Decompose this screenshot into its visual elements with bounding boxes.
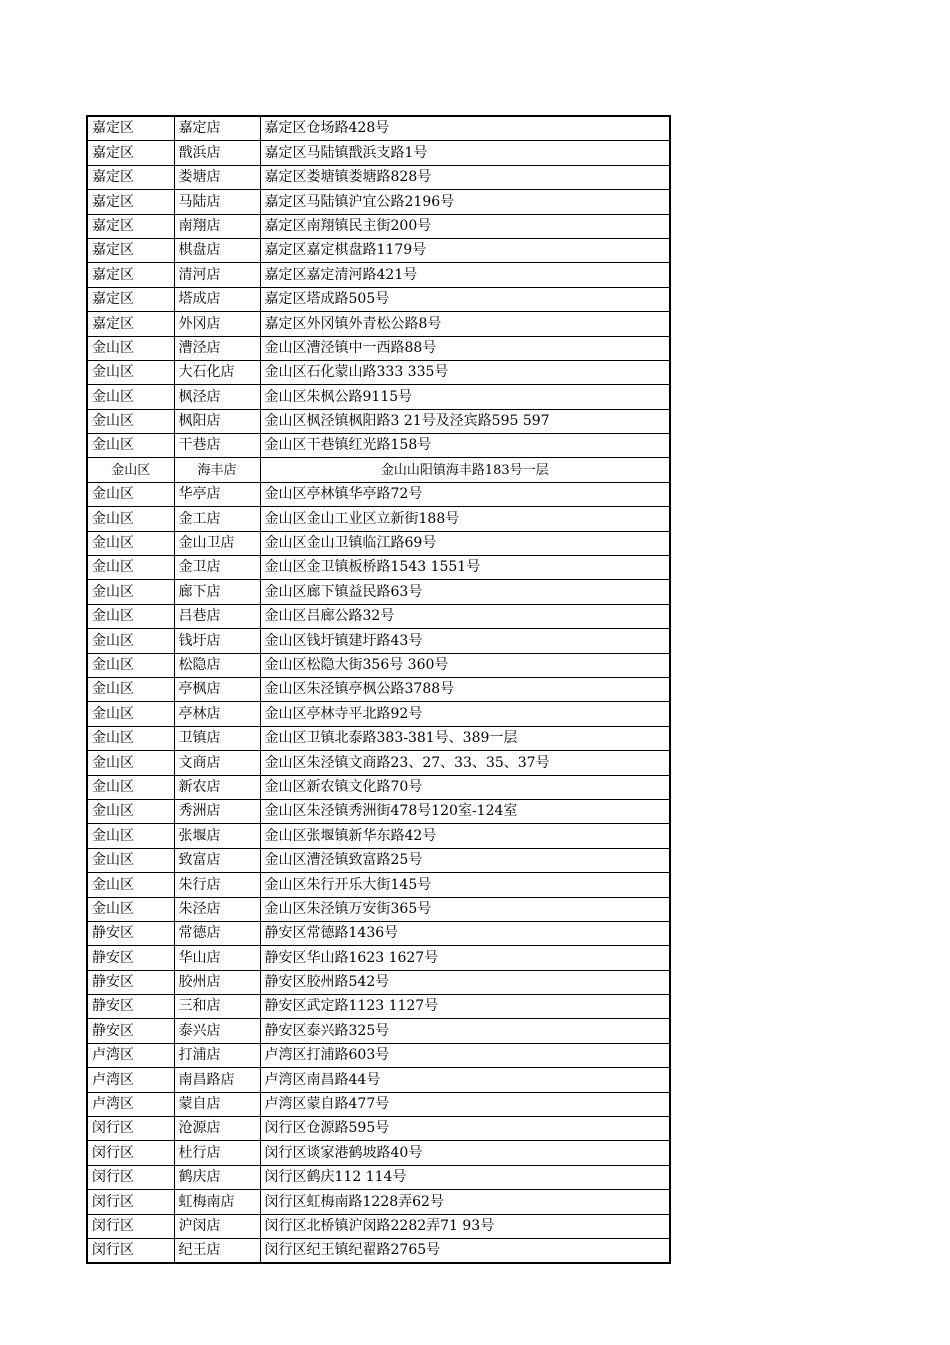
table-row xyxy=(88,1117,669,1141)
table-row xyxy=(88,1190,669,1214)
store-cell: 鹤庆店 xyxy=(174,1165,260,1189)
store-table xyxy=(86,115,671,1264)
store-cell: 枫泾店 xyxy=(174,385,260,409)
address-cell: 静安区泰兴路325号 xyxy=(260,1019,669,1043)
store-cell: 杜行店 xyxy=(174,1141,260,1165)
store-cell: 新农店 xyxy=(174,775,260,799)
district-cell: 卢湾区 xyxy=(88,1092,174,1116)
address-cell: 金山区金山工业区立新街188号 xyxy=(260,507,669,531)
district-cell: 金山区 xyxy=(88,336,174,360)
address-cell: 闵行区仓源路595号 xyxy=(260,1117,669,1141)
table-row xyxy=(88,1019,669,1043)
district-cell: 嘉定区 xyxy=(88,190,174,214)
address-cell: 金山区金山卫镇临江路69号 xyxy=(260,531,669,555)
table-row xyxy=(88,921,669,945)
store-cell: 三和店 xyxy=(174,995,260,1019)
table-row xyxy=(88,263,669,287)
address-cell: 嘉定区马陆镇戬浜支路1号 xyxy=(260,141,669,165)
district-cell: 金山区 xyxy=(88,434,174,458)
table-row xyxy=(88,775,669,799)
district-cell: 金山区 xyxy=(88,824,174,848)
table-row xyxy=(88,287,669,311)
table-row xyxy=(88,117,669,141)
address-cell: 金山区钱圩镇建圩路43号 xyxy=(260,629,669,653)
table-row xyxy=(88,385,669,409)
table-row xyxy=(88,312,669,336)
store-cell: 钱圩店 xyxy=(174,629,260,653)
address-cell: 卢湾区蒙自路477号 xyxy=(260,1092,669,1116)
store-cell: 金工店 xyxy=(174,507,260,531)
district-cell: 嘉定区 xyxy=(88,263,174,287)
table-row xyxy=(88,677,669,701)
table-row xyxy=(88,482,669,506)
store-cell: 大石化店 xyxy=(174,360,260,384)
district-cell: 金山区 xyxy=(88,458,174,482)
store-cell: 干巷店 xyxy=(174,434,260,458)
store-cell: 打浦店 xyxy=(174,1043,260,1067)
district-cell: 静安区 xyxy=(88,970,174,994)
table-row xyxy=(88,458,669,482)
address-cell: 金山区新农镇文化路70号 xyxy=(260,775,669,799)
table-row xyxy=(88,604,669,628)
district-cell: 嘉定区 xyxy=(88,141,174,165)
store-cell: 泰兴店 xyxy=(174,1019,260,1043)
district-cell: 闵行区 xyxy=(88,1190,174,1214)
district-cell: 嘉定区 xyxy=(88,117,174,141)
address-cell: 金山区朱泾镇秀洲街478号120室-124室 xyxy=(260,799,669,823)
address-cell: 静安区胶州路542号 xyxy=(260,970,669,994)
table-row xyxy=(88,1043,669,1067)
store-cell: 张堰店 xyxy=(174,824,260,848)
store-cell: 华山店 xyxy=(174,946,260,970)
table-row xyxy=(88,580,669,604)
table-row xyxy=(88,214,669,238)
district-cell: 闵行区 xyxy=(88,1165,174,1189)
store-cell: 胶州店 xyxy=(174,970,260,994)
table-row xyxy=(88,1214,669,1238)
district-cell: 嘉定区 xyxy=(88,312,174,336)
address-cell: 嘉定区马陆镇沪宜公路2196号 xyxy=(260,190,669,214)
address-cell: 闵行区纪王镇纪翟路2765号 xyxy=(264,1242,441,1259)
store-cell: 秀洲店 xyxy=(174,799,260,823)
table-row xyxy=(88,897,669,921)
district-cell: 金山区 xyxy=(88,702,174,726)
address-cell: 静安区常德路1436号 xyxy=(260,921,669,945)
address-cell: 金山区亭林寺平北路92号 xyxy=(260,702,669,726)
address-cell: 金山区朱枫公路9115号 xyxy=(260,385,669,409)
address-cell: 金山区漕泾镇中一西路88号 xyxy=(260,336,669,360)
table-row xyxy=(88,1165,669,1189)
store-cell: 南翔店 xyxy=(174,214,260,238)
address-cell: 金山区松隐大街356号 360号 xyxy=(260,653,669,677)
address-cell: 金山山阳镇海丰路183号一层 xyxy=(260,458,669,482)
district-cell: 静安区 xyxy=(88,995,174,1019)
district-cell: 金山区 xyxy=(88,653,174,677)
table-row xyxy=(88,653,669,677)
table-row xyxy=(88,238,669,262)
table-row xyxy=(88,1141,669,1165)
address-cell: 卢湾区打浦路603号 xyxy=(260,1043,669,1067)
store-cell: 棋盘店 xyxy=(174,238,260,262)
district-cell: 金山区 xyxy=(88,556,174,580)
address-cell: 金山区金卫镇板桥路1543 1551号 xyxy=(260,556,669,580)
district-cell: 闵行区 xyxy=(88,1214,174,1238)
table-row xyxy=(88,556,669,580)
table-row xyxy=(88,507,669,531)
address-cell: 金山区吕廊公路32号 xyxy=(260,604,669,628)
district-cell: 金山区 xyxy=(88,531,174,555)
address-cell: 金山区亭林镇华亭路72号 xyxy=(260,482,669,506)
district-cell: 金山区 xyxy=(88,629,174,653)
table-row xyxy=(88,873,669,897)
table-row xyxy=(88,1238,669,1262)
district-cell: 卢湾区 xyxy=(88,1043,174,1067)
district-cell: 金山区 xyxy=(88,897,174,921)
district-cell: 嘉定区 xyxy=(88,287,174,311)
address-cell: 嘉定区外冈镇外青松公路8号 xyxy=(260,312,669,336)
district-cell: 金山区 xyxy=(88,873,174,897)
district-cell: 金山区 xyxy=(88,580,174,604)
store-cell: 文商店 xyxy=(174,751,260,775)
address-cell: 闵行区虹梅南路1228弄62号 xyxy=(260,1190,669,1214)
district-cell: 金山区 xyxy=(88,409,174,433)
table-body xyxy=(88,117,669,1262)
table-row xyxy=(88,165,669,189)
district-cell: 金山区 xyxy=(88,360,174,384)
store-cell: 金卫店 xyxy=(174,556,260,580)
address-cell: 卢湾区南昌路44号 xyxy=(260,1068,669,1092)
store-cell: 外冈店 xyxy=(174,312,260,336)
table-row xyxy=(88,190,669,214)
district-cell: 嘉定区 xyxy=(88,238,174,262)
address-cell: 嘉定区塔成路505号 xyxy=(260,287,669,311)
table-row xyxy=(88,970,669,994)
district-cell: 金山区 xyxy=(88,385,174,409)
table-row xyxy=(88,336,669,360)
district-cell: 闵行区 xyxy=(88,1238,174,1262)
address-cell: 嘉定区仓场路428号 xyxy=(260,117,669,141)
store-cell: 蒙自店 xyxy=(174,1092,260,1116)
address-cell: 嘉定区嘉定清河路421号 xyxy=(260,263,669,287)
address-cell: 金山区张堰镇新华东路42号 xyxy=(260,824,669,848)
store-cell: 廊下店 xyxy=(174,580,260,604)
store-cell: 常德店 xyxy=(174,921,260,945)
store-cell: 纪王店 xyxy=(174,1238,260,1262)
address-cell: 静安区华山路1623 1627号 xyxy=(260,946,669,970)
store-cell: 海丰店 xyxy=(174,458,260,482)
store-cell: 朱行店 xyxy=(174,873,260,897)
table-row xyxy=(88,995,669,1019)
address-cell: 金山区干巷镇红光路158号 xyxy=(260,434,669,458)
district-cell: 卢湾区 xyxy=(88,1068,174,1092)
district-cell: 闵行区 xyxy=(88,1117,174,1141)
district-cell: 金山区 xyxy=(88,604,174,628)
table-row xyxy=(88,434,669,458)
table-row xyxy=(88,848,669,872)
store-cell: 亭枫店 xyxy=(174,677,260,701)
store-cell: 华亭店 xyxy=(174,482,260,506)
table-row xyxy=(88,409,669,433)
address-cell: 金山区朱泾镇文商路23、27、33、35、37号 xyxy=(260,751,669,775)
address-cell: 金山区卫镇北泰路383-381号、389一层 xyxy=(260,726,669,750)
store-cell: 致富店 xyxy=(174,848,260,872)
address-cell: 金山区朱行开乐大街145号 xyxy=(260,873,669,897)
address-cell: 金山区石化蒙山路333 335号 xyxy=(260,360,669,384)
store-cell: 松隐店 xyxy=(174,653,260,677)
table-row xyxy=(88,141,669,165)
store-cell: 朱泾店 xyxy=(174,897,260,921)
table-row xyxy=(88,1092,669,1116)
district-cell: 静安区 xyxy=(88,946,174,970)
address-cell: 嘉定区南翔镇民主街200号 xyxy=(260,214,669,238)
district-cell: 金山区 xyxy=(88,677,174,701)
table-row xyxy=(88,1068,669,1092)
district-cell: 静安区 xyxy=(88,1019,174,1043)
store-cell: 沪闵店 xyxy=(174,1214,260,1238)
district-cell: 金山区 xyxy=(88,848,174,872)
address-cell: 嘉定区娄塘镇娄塘路828号 xyxy=(260,165,669,189)
store-cell: 亭林店 xyxy=(174,702,260,726)
district-cell: 金山区 xyxy=(88,775,174,799)
district-cell: 金山区 xyxy=(88,507,174,531)
store-cell: 沧源店 xyxy=(174,1117,260,1141)
store-cell: 卫镇店 xyxy=(174,726,260,750)
store-cell: 塔成店 xyxy=(174,287,260,311)
district-cell: 静安区 xyxy=(88,921,174,945)
address-cell: 金山区朱泾镇万安街365号 xyxy=(260,897,669,921)
table-row xyxy=(88,702,669,726)
district-cell: 金山区 xyxy=(88,799,174,823)
table-row xyxy=(88,360,669,384)
address-cell: 金山区朱泾镇亭枫公路3788号 xyxy=(260,677,669,701)
store-cell: 娄塘店 xyxy=(174,165,260,189)
store-cell: 马陆店 xyxy=(174,190,260,214)
district-cell: 闵行区 xyxy=(88,1141,174,1165)
table-row xyxy=(88,751,669,775)
store-cell: 枫阳店 xyxy=(174,409,260,433)
address-cell: 闵行区北桥镇沪闵路2282弄71 93号 xyxy=(260,1214,669,1238)
store-cell: 虹梅南店 xyxy=(174,1190,260,1214)
address-cell: 嘉定区嘉定棋盘路1179号 xyxy=(260,238,669,262)
address-cell: 金山区漕泾镇致富路25号 xyxy=(260,848,669,872)
table-row xyxy=(88,531,669,555)
address-cell: 金山区廊下镇益民路63号 xyxy=(260,580,669,604)
district-cell: 金山区 xyxy=(88,726,174,750)
table-row xyxy=(88,629,669,653)
store-cell: 漕泾店 xyxy=(174,336,260,360)
district-cell: 金山区 xyxy=(88,751,174,775)
address-cell: 金山区枫泾镇枫阳路3 21号及泾宾路595 597 xyxy=(260,409,669,433)
table-row xyxy=(88,824,669,848)
store-cell: 南昌路店 xyxy=(174,1068,260,1092)
address-cell: 静安区武定路1123 1127号 xyxy=(260,995,669,1019)
address-cell: 闵行区谈家港鹤坡路40号 xyxy=(260,1141,669,1165)
address-cell: 闵行区鹤庆112 114号 xyxy=(260,1165,669,1189)
district-cell: 嘉定区 xyxy=(88,214,174,238)
district-cell: 金山区 xyxy=(88,482,174,506)
district-cell: 嘉定区 xyxy=(88,165,174,189)
store-cell: 清河店 xyxy=(174,263,260,287)
table-row xyxy=(88,799,669,823)
table-row xyxy=(88,726,669,750)
store-cell: 吕巷店 xyxy=(174,604,260,628)
store-cell: 戬浜店 xyxy=(174,141,260,165)
store-cell: 嘉定店 xyxy=(174,117,260,141)
store-cell: 金山卫店 xyxy=(174,531,260,555)
table-row xyxy=(88,946,669,970)
